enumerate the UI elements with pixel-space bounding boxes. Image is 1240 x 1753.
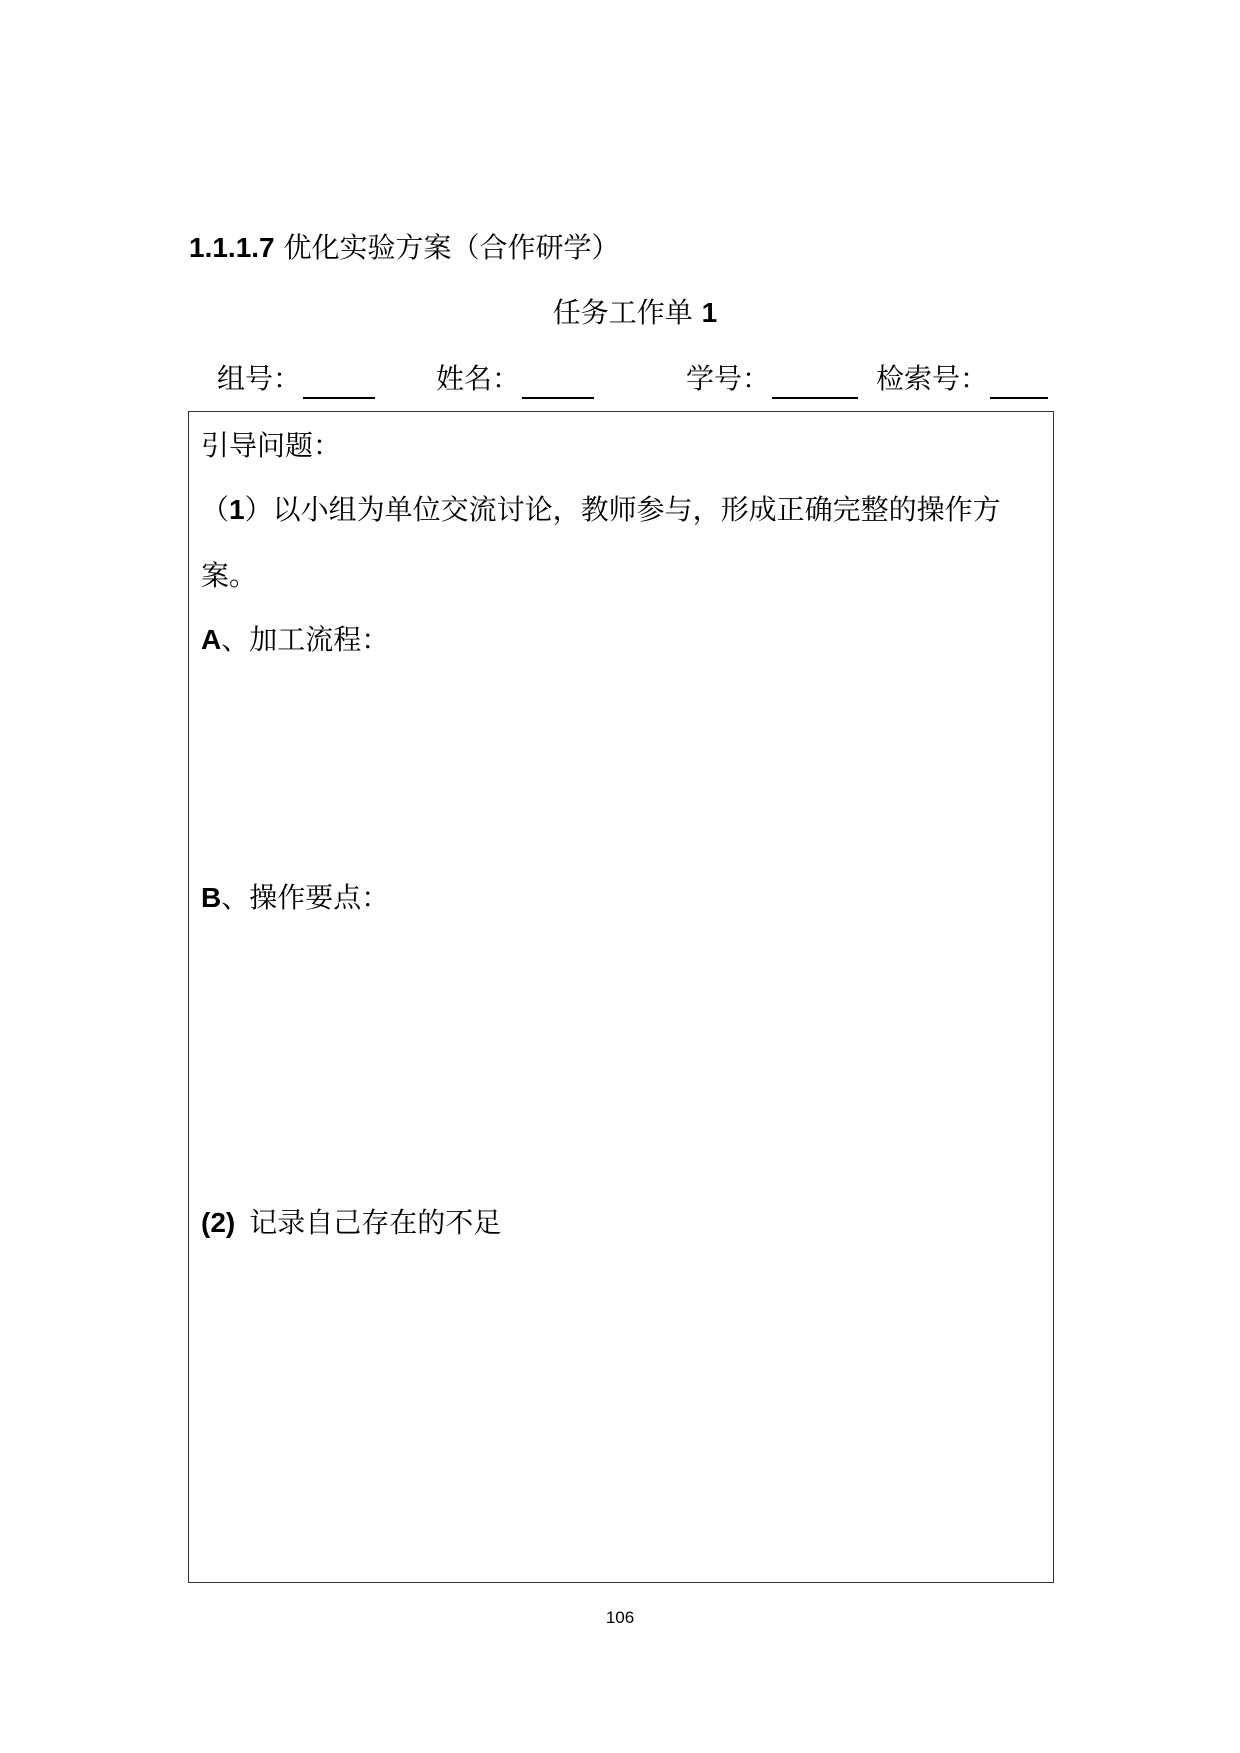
- search-id-blank[interactable]: [990, 363, 1048, 399]
- section-title: 优化实验方案（合作研学）: [283, 231, 620, 264]
- group-number-field: [217, 359, 375, 399]
- question-1-open-paren: （: [201, 493, 230, 526]
- student-id-field: [686, 359, 858, 399]
- worksheet-title: [0, 293, 1240, 333]
- section-number: 1.1.1.7: [189, 232, 275, 263]
- group-number-label: 组号：: [217, 362, 302, 395]
- group-number-blank[interactable]: [303, 363, 375, 399]
- question-2-text: 记录自己存在的不足: [249, 1206, 502, 1239]
- name-label: 姓名：: [436, 362, 521, 395]
- question-2-number: (2): [201, 1207, 236, 1238]
- question-1-line-1: [201, 490, 1001, 530]
- part-b-label: 、操作要点：: [221, 881, 390, 914]
- part-b-letter: B: [201, 882, 222, 913]
- part-a-heading: [201, 620, 389, 660]
- question-1-number: 1: [229, 494, 245, 525]
- student-id-blank[interactable]: [772, 363, 858, 399]
- page-number: 106: [605, 1608, 635, 1627]
- part-a-label: 、加工流程：: [221, 623, 390, 656]
- guide-question-heading: 引导问题：: [201, 429, 342, 462]
- question-2-heading: [201, 1203, 501, 1243]
- worksheet-box: [188, 411, 1054, 1583]
- name-blank[interactable]: [522, 363, 594, 399]
- worksheet-number: 1: [701, 297, 718, 328]
- section-heading: [189, 228, 620, 268]
- question-1-text: ）以小组为单位交流讨论，教师参与，形成正确完整的操作方: [244, 493, 1001, 526]
- part-b-heading: [201, 878, 389, 918]
- part-a-letter: A: [201, 624, 222, 655]
- name-field: [436, 359, 594, 399]
- search-id-label: 检索号：: [876, 362, 989, 395]
- student-id-label: 学号：: [686, 362, 771, 395]
- search-id-field: [876, 359, 1048, 399]
- question-1-line-2: 案。: [201, 559, 258, 592]
- worksheet-title-text: 任务工作单: [552, 296, 693, 329]
